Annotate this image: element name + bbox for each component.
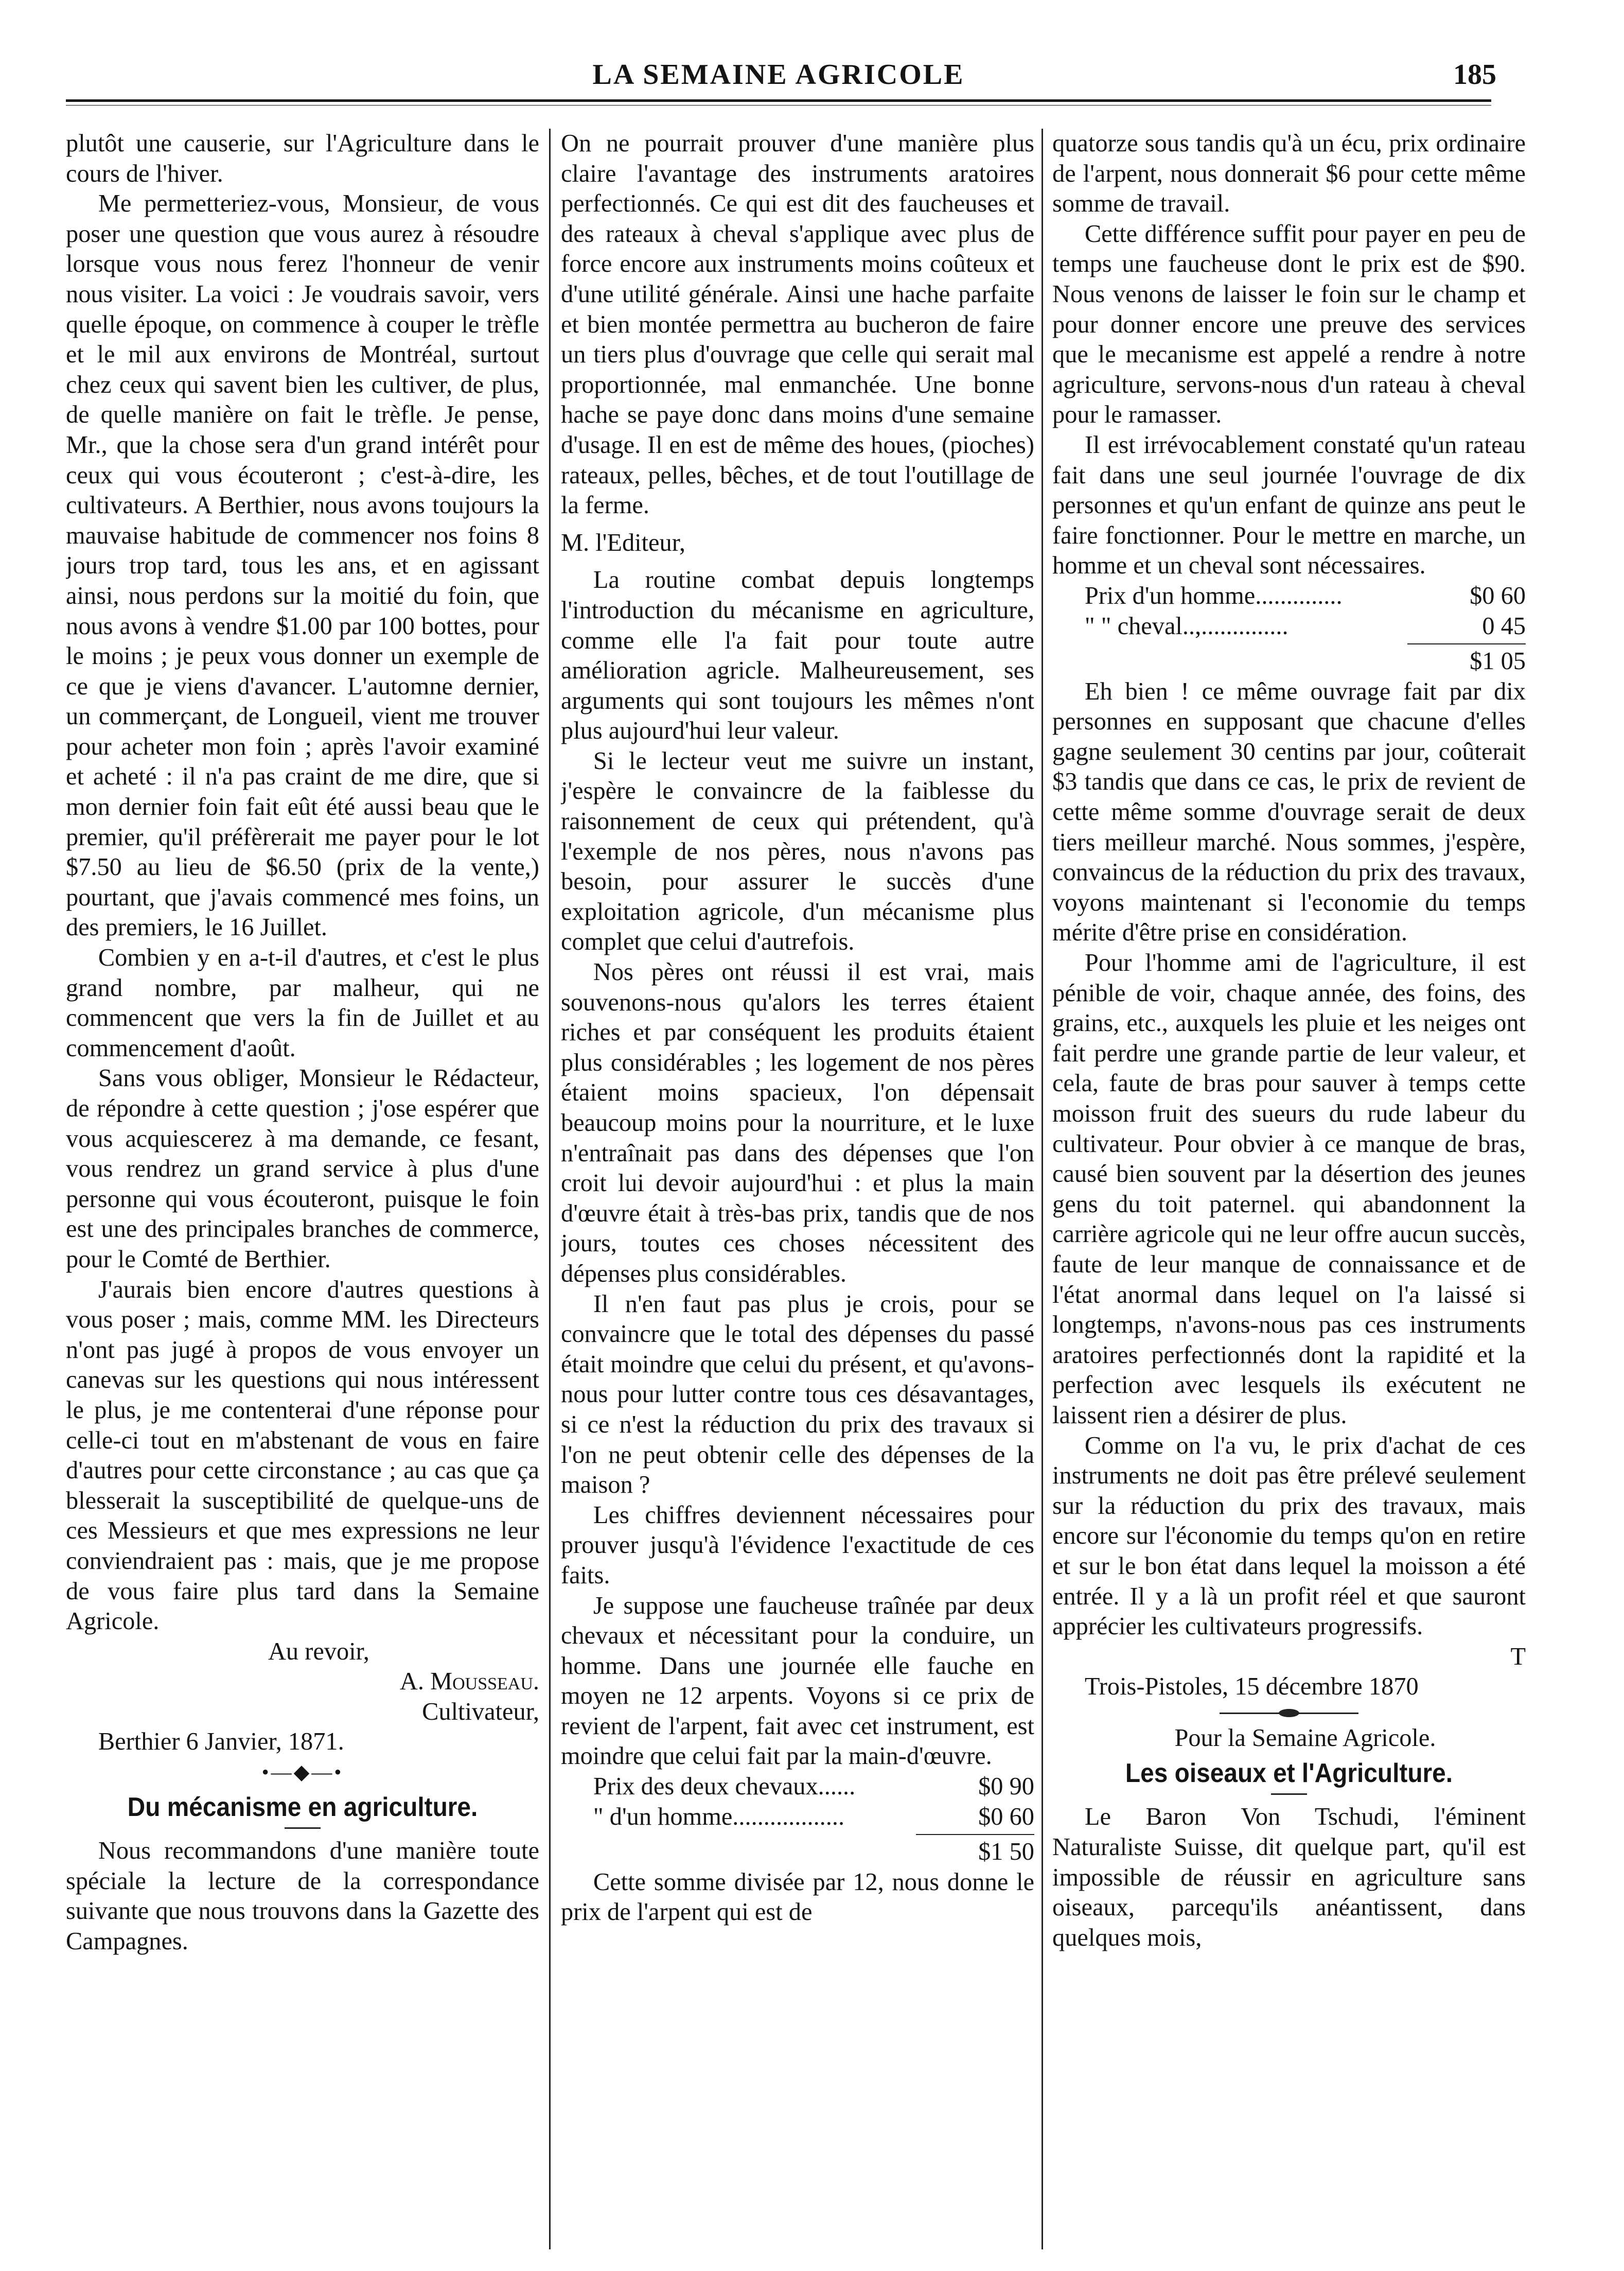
col1-paragraph-5: J'aurais bien encore d'autres questions à vous poser ; mais, comme MM. les Directeurs n'ont pas jugé à propos de vous envoyer un canevas sur les questions qui nous intéressent le plus, je me contenterai d'une réponse pour celle-ci tout en m'abstenant de vous en faire d'autres pour cette circonstance ; au cas que ça blesserait la susceptibilité de quelque-uns de ces Messieurs et que mes expressions ne leur conviendraient pas : mais, que je me propose de vous faire plus tard dans la Semaine Agricole. bbox=[66, 1276, 539, 1635]
headline-rule bbox=[285, 1827, 321, 1829]
price-label: " d'un homme.................. bbox=[593, 1803, 845, 1830]
col3-paragraph-4: Eh bien ! ce même ouvrage fait par dix personnes en supposant que chacune d'elles gagne seulement 30 centins par jour, coûterait $3 tandis que dans ce cas, le prix de revient de cette même somme d'ouvrage serait de deux tiers meilleur marché. Nous sommes, j'espère, convaincus de la réduction du prix des travaux, voyons maintenant si l'economie du temps mérite d'être prise en considération. bbox=[1052, 677, 1526, 947]
letter-dateline: Berthier 6 Janvier, 1871. bbox=[98, 1728, 344, 1756]
column-divider-2 bbox=[1042, 129, 1043, 2249]
col3-paragraph-3: Il est irrévocablement constaté qu'un rateau fait dans une seul journée l'ouvrage de dix personnes et qu'un enfant de quinze ans peut le faire fonctionner. Pour le mettre en marche, un homme et un cheval sont nécessaires. bbox=[1052, 431, 1526, 580]
col2-paragraph-5: Il n'en faut pas plus je crois, pour se convaincre que le total des dépenses du passé était moindre que celui du présent, et qu'avons-nous pour lutter contre tous ces désavantages, si ce n'est la réduction du prix des travaux si l'on ne peut obtenir celle des dépenses de la maison ? bbox=[561, 1290, 1034, 1499]
column-2 bbox=[561, 129, 1034, 2260]
price-row-chevaux bbox=[561, 1772, 1034, 1802]
price-row-cheval bbox=[1052, 612, 1526, 642]
col3-paragraph-6: Comme on l'a vu, le prix d'achat de ces instruments ne doit pas être prélevé seulement sur la réduction du prix des travaux, mais encore sur l'économie du temps qu'on en retire et sur le bon état dans lequel la moisson a été entrée. Il y a là un profit réel et que sauront apprécier les cultivateurs progressifs. bbox=[1052, 1431, 1526, 1640]
column-divider-1 bbox=[549, 129, 551, 2249]
article-headline-mecanisme: Du mécanisme en agriculture. bbox=[127, 1792, 478, 1823]
page-header bbox=[66, 49, 1496, 106]
price-total: $1 05 bbox=[1470, 648, 1526, 675]
col3-paragraph-5: Pour l'homme ami de l'agriculture, il est pénible de voir, chaque année, des foins, des grains, etc., auxquels les pluie et les neiges ont fait perdre une grande partie de leur valeur, et cela, faute de bras pour sauver à temps cette moisson fruit des sueurs du rude labeur du cultivateur. Pour obvier à ce manque de bras, causé bien souvent par la désertion des jeunes gens du toit paternel. qui abandonnent la carrière agricole qui ne leur offre aucun succès, faute de leur manque de connaissance et de l'état anormal dans lequel on l'a laissé si longtemps, n'avons-nous pas ces instruments aratoires perfectionnés dont la rapidité et la perfection avec lesquels ils exécutent ne laissent rien a désirer de plus. bbox=[1052, 949, 1526, 1429]
column-1 bbox=[66, 129, 539, 2260]
price-label: Prix d'un homme.............. bbox=[1084, 582, 1343, 609]
headline-rule bbox=[1271, 1793, 1307, 1795]
price-label: Prix des deux chevaux...... bbox=[593, 1773, 856, 1801]
price-row-homme bbox=[1052, 581, 1526, 612]
column-3 bbox=[1052, 129, 1526, 2260]
col2-paragraph-7: Je suppose une faucheuse traînée par deux chevaux et nécessitant pour la conduire, un homme. Dans une journée elle fauche en moyen ne 12 arpents. Voyons si ce prix de revient de l'arpent, fait avec cet instrument, est moindre que celui fait par la main-d'œuvre. bbox=[561, 1592, 1034, 1770]
col2-paragraph-1: On ne pourrait prouver d'une manière plus claire l'avantage des instruments aratoires perfectionnés. Ce qui est dit des faucheuses et des rateaux à cheval s'applique avec plus de force encore aux instruments moins coûteux et d'une utilité générale. Ainsi une hache parfaite et bien montée permettra au bucheron de faire un tiers plus d'ouvrage que celle qui serait mal proportionnée, mal enmanchée. Une bonne hache se paye donc dans moins d'une semaine d'usage. Il en est de même des houes, (pioches) rateaux, pelles, bêches, et de tout l'outillage de la ferme. bbox=[561, 130, 1034, 519]
article-dateline: Trois-Pistoles, 15 décembre 1870 bbox=[1084, 1673, 1419, 1701]
page-number: 185 bbox=[1453, 59, 1496, 91]
section-ornament: •—◆—• bbox=[261, 1760, 344, 1784]
col2-paragraph-6: Les chiffres deviennent nécessaires pour prouver jusqu'à l'évidence l'exactitude de ces faits. bbox=[561, 1501, 1034, 1589]
col1-paragraph-3: Combien y en a-t-il d'autres, et c'est le plus grand nombre, par malheur, qui ne commencent que vers la fin de Juillet et au commencement d'août. bbox=[66, 944, 539, 1062]
col2-paragraph-8: Cette somme divisée par 12, nous donne le prix de l'arpent qui est de bbox=[561, 1868, 1034, 1926]
col1-paragraph-6: Nous recommandons d'une manière toute spéciale la lecture de la correspondance suivante que nous trouvons dans la Gazette des Campagnes. bbox=[66, 1837, 539, 1955]
author-initial: T bbox=[1510, 1643, 1526, 1670]
col2-paragraph-3: Si le lecteur veut me suivre un instant, j'espère le convaincre de la faiblesse du raisonnement de ceux qui prétendent, qu'à l'exemple de nos pères, nous n'avons pas besoin, pour assurer le succès d'une exploitation agricole, d'un mécanisme plus complet que celui d'autrefois. bbox=[561, 747, 1034, 956]
col3-paragraph-7: Le Baron Von Tschudi, l'éminent Naturaliste Suisse, dit quelque part, qu'il est impossible de réussir en agriculture sans oiseaux, parcequ'ils anéantissent, dans quelques mois, bbox=[1052, 1803, 1526, 1951]
price-label: " " cheval..,.............. bbox=[1084, 612, 1288, 640]
price-value: $0 90 bbox=[978, 1773, 1034, 1801]
col2-paragraph-2: La routine combat depuis longtemps l'introduction du mécanisme en agriculture, comme elle l'a fait pour toute autre amélioration agricle. Malheureusement, ses arguments qui sont toujours les mêmes n'ont plus aujourd'hui leur valeur. bbox=[561, 566, 1034, 745]
header-rule bbox=[66, 99, 1491, 106]
price-value: $0 60 bbox=[1470, 582, 1526, 609]
signature-role: Cultivateur, bbox=[422, 1698, 539, 1725]
price-value: $0 60 bbox=[978, 1803, 1034, 1830]
masthead-title: LA SEMAINE AGRICOLE bbox=[592, 59, 965, 91]
price-row-homme bbox=[561, 1802, 1034, 1832]
col1-paragraph-2: Me permetteriez-vous, Monsieur, de vous poser une question que vous aurez à résoudre lorsque vous nous ferez l'honneur de venir nous visiter. La voici : Je voudrais savoir, vers quelle époque, on commence à couper le trèfle et le mil aux environs de Montréal, surtout chez ceux qui savent bien les cultiver, de plus, de quelle manière on fait le trèfle. Je pense, Mr., que la chose sera d'un grand intérêt pour ceux qui vous écouteront ; c'est-à-dire, les cultivateurs. A Berthier, nous avons toujours la mauvaise habitude de commencer nos foins 8 jours trop tard, tous les ans, et en agissant ainsi, nous perdons sur la moitié du foin, que nous avons à vendre $1.00 par 100 bottes, pour le moins ; je peux vous donner un exemple de ce que je viens d'avancer. L'automne dernier, un commerçant, de Longueil, vient me trouver pour acheter mon foin ; après l'avoir examiné et acheté : il n'a pas craint de me dire, que si mon dernier foin fait eût été aussi beau que le premier, qu'il préfèrerait me payer pour le lot $7.50 au lieu de $6.50 (prix de la vente,) pourtant, que j'avais commencé mes foins, un des premiers, le 16 Juillet. bbox=[66, 190, 539, 941]
col1-paragraph-1: plutôt une causerie, sur l'Agriculture dans le cours de l'hiver. bbox=[66, 130, 539, 187]
col3-paragraph-2: Cette différence suffit pour payer en peu de temps une faucheuse dont le prix est de $90. Nous venons de laisser le foin sur le champ et pour donner encore une preuve des services que le mecanisme est appelé a rendre à notre agriculture, servons-nous d'un rateau à cheval pour le ramasser. bbox=[1052, 220, 1526, 429]
letter-salutation: M. l'Editeur, bbox=[561, 529, 685, 556]
section-separator bbox=[1220, 1713, 1358, 1714]
letter-closing: Au revoir, bbox=[268, 1637, 369, 1665]
col1-paragraph-4: Sans vous obliger, Monsieur le Rédacteur, de répondre à cette question ; j'ose espérer que vous acquiescerez à ma demande, ce fesant, vous rendrez un grand service à plus d'une personne qui vous écouteront, puisque le foin est une des principales branches de commerce, pour le Comté de Berthier. bbox=[66, 1064, 539, 1273]
letter-signature: A. Mousseau. bbox=[399, 1668, 539, 1696]
col3-paragraph-1: quatorze sous tandis qu'à un écu, prix ordinaire de l'arpent, nous donnerait $6 pour cette même somme de travail. bbox=[1052, 130, 1526, 218]
article-headline-oiseaux: Les oiseaux et l'Agriculture. bbox=[1125, 1758, 1453, 1789]
price-total: $1 50 bbox=[978, 1838, 1034, 1866]
col2-paragraph-4: Nos pères ont réussi il est vrai, mais souvenons-nous qu'alors les terres étaient riches et par conséquent les produits étaient plus considérables ; les logement de nos pères étaient moins spacieux, l'on dépensait beaucoup moins pour la nourriture, et le luxe n'entraînait pas dans des dépenses que l'on croit lui devoir aujourd'hui : et plus la main d'œuvre était à très-bas prix, tandis que de nos jours, toutes ces choses nécessitent des dépenses plus considérables. bbox=[561, 958, 1034, 1287]
price-value: 0 45 bbox=[1482, 612, 1526, 640]
article-kicker: Pour la Semaine Agricole. bbox=[1174, 1724, 1436, 1752]
